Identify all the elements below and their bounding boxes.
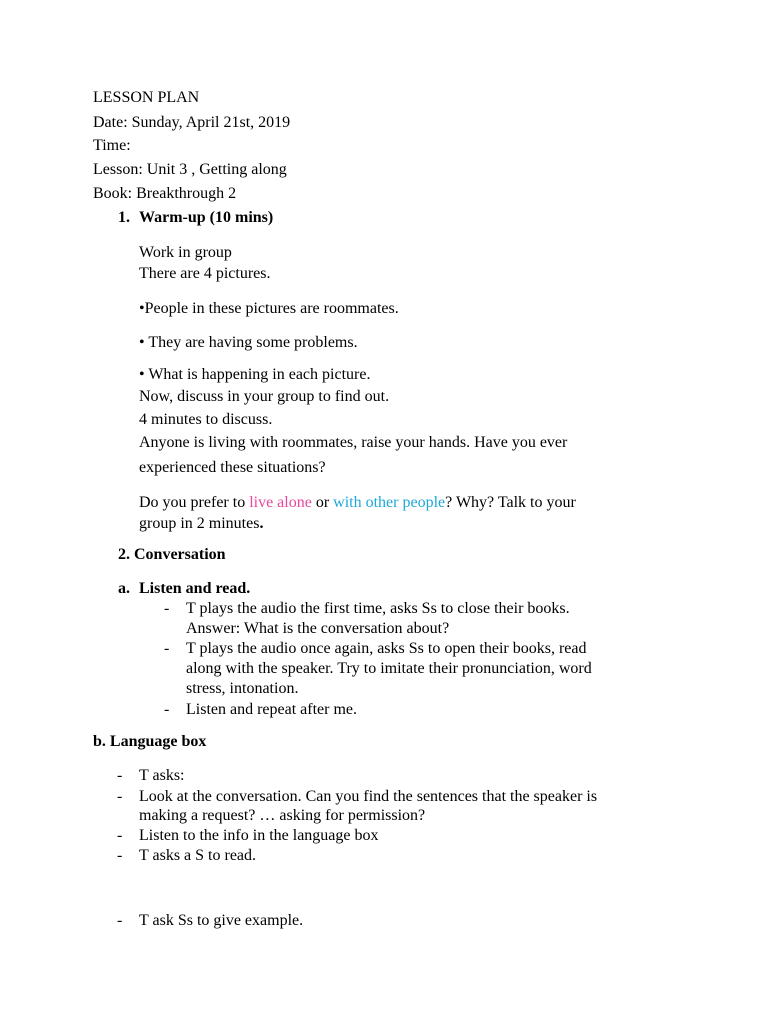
prefer-text-end: ? Why? Talk to your — [445, 494, 576, 511]
warmup-prefer-question — [139, 495, 576, 511]
warmup-prefer-line2 — [139, 516, 263, 532]
warmup-line-minutes: 4 minutes to discuss. — [139, 411, 273, 428]
prefer-text-start: Do you prefer to — [139, 494, 250, 511]
lesson-book: Book: Breakthrough 2 — [93, 185, 237, 202]
prefer-line2-text: group in 2 minutes — [139, 515, 260, 532]
sub-a-item-2-line-2: along with the speaker. Try to imitate their pronunciation, word — [186, 660, 592, 677]
language-box-heading: b. Language box — [93, 733, 207, 750]
lesson-time: Time: — [93, 137, 131, 154]
warmup-line-anyone: Anyone is living with roommates, raise your hands. Have you ever — [139, 434, 568, 451]
sub-a-item-3-line-1: Listen and repeat after me. — [186, 701, 358, 718]
sub-a-item-1-line-2: Answer: What is the conversation about? — [186, 620, 450, 637]
warmup-number: 1. — [118, 209, 130, 226]
sub-a-heading: Listen and read. — [139, 580, 251, 597]
lang-item-3-line-1: Listen to the info in the language box — [139, 827, 379, 844]
lang-item-2-line-2: making a request? … asking for permission? — [139, 807, 426, 824]
sub-a-item-1-line-1: T plays the audio the first time, asks Ss to close their books. — [186, 600, 570, 617]
dash-marker: - — [117, 767, 123, 784]
prefer-option-other-people: with other people — [333, 494, 446, 511]
dash-marker: - — [117, 912, 123, 929]
prefer-line2-period: . — [259, 515, 264, 532]
sub-a-label: a. — [118, 580, 130, 597]
warmup-line-pictures: There are 4 pictures. — [139, 265, 271, 282]
warmup-line-experienced: experienced these situations? — [139, 459, 326, 476]
dash-marker: - — [117, 847, 123, 864]
lesson-date: Date: Sunday, April 21st, 2019 — [93, 114, 291, 131]
lang-item-2-line-1: Look at the conversation. Can you find the sentences that the speaker is — [139, 788, 598, 805]
dash-marker: - — [117, 827, 123, 844]
warmup-bullet-roommates: •People in these pictures are roommates. — [139, 300, 399, 317]
warmup-heading: Warm-up (10 mins) — [139, 209, 274, 226]
warmup-bullet-happening: • What is happening in each picture. — [139, 366, 371, 383]
lesson-unit: Lesson: Unit 3 , Getting along — [93, 161, 287, 178]
document-title: LESSON PLAN — [93, 89, 200, 106]
dash-marker: - — [117, 788, 123, 805]
warmup-bullet-problems: • They are having some problems. — [139, 334, 358, 351]
conversation-heading: 2. Conversation — [118, 546, 226, 563]
lang-item-1-line-1: T asks: — [139, 767, 185, 784]
warmup-line-work-in-group: Work in group — [139, 244, 232, 261]
lang-item-4-line-1: T asks a S to read. — [139, 847, 257, 864]
sub-a-item-2-line-3: stress, intonation. — [186, 680, 299, 697]
prefer-option-live-alone: live alone — [249, 494, 312, 511]
lang-item-5-line-1: T ask Ss to give example. — [139, 912, 304, 929]
warmup-line-discuss: Now, discuss in your group to find out. — [139, 388, 390, 405]
sub-a-item-2-line-1: T plays the audio once again, asks Ss to open their books, read — [186, 640, 587, 657]
prefer-text-or: or — [311, 494, 334, 511]
dash-marker: - — [164, 701, 170, 718]
dash-marker: - — [164, 600, 170, 617]
dash-marker: - — [164, 640, 170, 657]
